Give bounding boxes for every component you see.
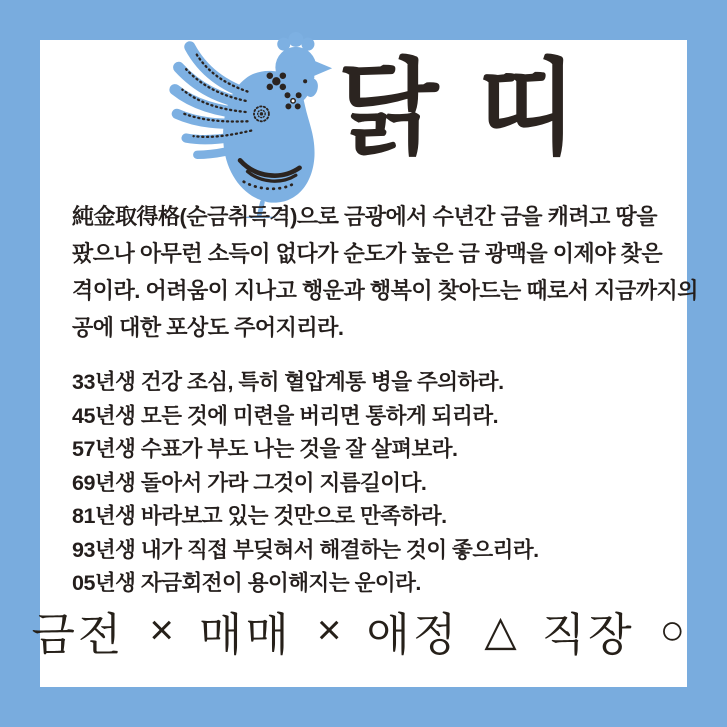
card-panel: [31, 40, 698, 687]
year-fortune-item: 57년생 수표가 부도 나는 것을 잘 살펴보라.: [72, 437, 458, 461]
year-fortune-item: 33년생 건강 조심, 특히 혈압계통 병을 주의하라.: [72, 370, 504, 394]
year-fortune-item: 81년생 바라보고 있는 것만으로 만족하라.: [72, 504, 447, 528]
year-fortune-item: 05년생 자금회전이 용이해지는 운이라.: [72, 571, 421, 595]
rating-label-trade: 매매: [198, 608, 292, 660]
rooster-icon: [158, 32, 350, 218]
page-title: 닭 띠: [338, 51, 583, 167]
fortune-line: 팠으나 아무런 소득이 없다가 순도가 높은 금 광맥을 이제야 찾은: [72, 241, 663, 266]
rating-label-love: 애정: [366, 608, 460, 660]
year-fortune-list: [72, 366, 539, 601]
rating-label-money: 금전: [31, 608, 125, 660]
triangle-mark-icon: △: [484, 606, 517, 654]
category-ratings-row: [31, 598, 685, 662]
year-fortune-item: 45년생 모든 것에 미련을 버리면 통하게 되리라.: [72, 403, 499, 428]
circle-mark-icon: ○: [659, 606, 685, 653]
year-fortune-item: 69년생 돌아서 가라 그것이 지름길이다.: [72, 470, 427, 495]
fortune-line: 純金取得格(순금취득격)으로 금광에서 수년간 금을 캐려고 땅을: [72, 204, 658, 229]
fortune-line: 공에 대한 포상도 주어지리라.: [72, 315, 344, 340]
year-fortune-item: 93년생 내가 직접 부딪혀서 해결하는 것이 좋으리라.: [72, 537, 539, 562]
cross-mark-icon: ×: [149, 606, 174, 653]
fortune-description: [72, 198, 698, 346]
cross-mark-icon: ×: [316, 606, 342, 653]
fortune-line: 격이라. 어려움이 지나고 행운과 행복이 찾아드는 때로서 지금까지의: [72, 278, 698, 303]
rating-label-work: 직장: [541, 608, 635, 660]
